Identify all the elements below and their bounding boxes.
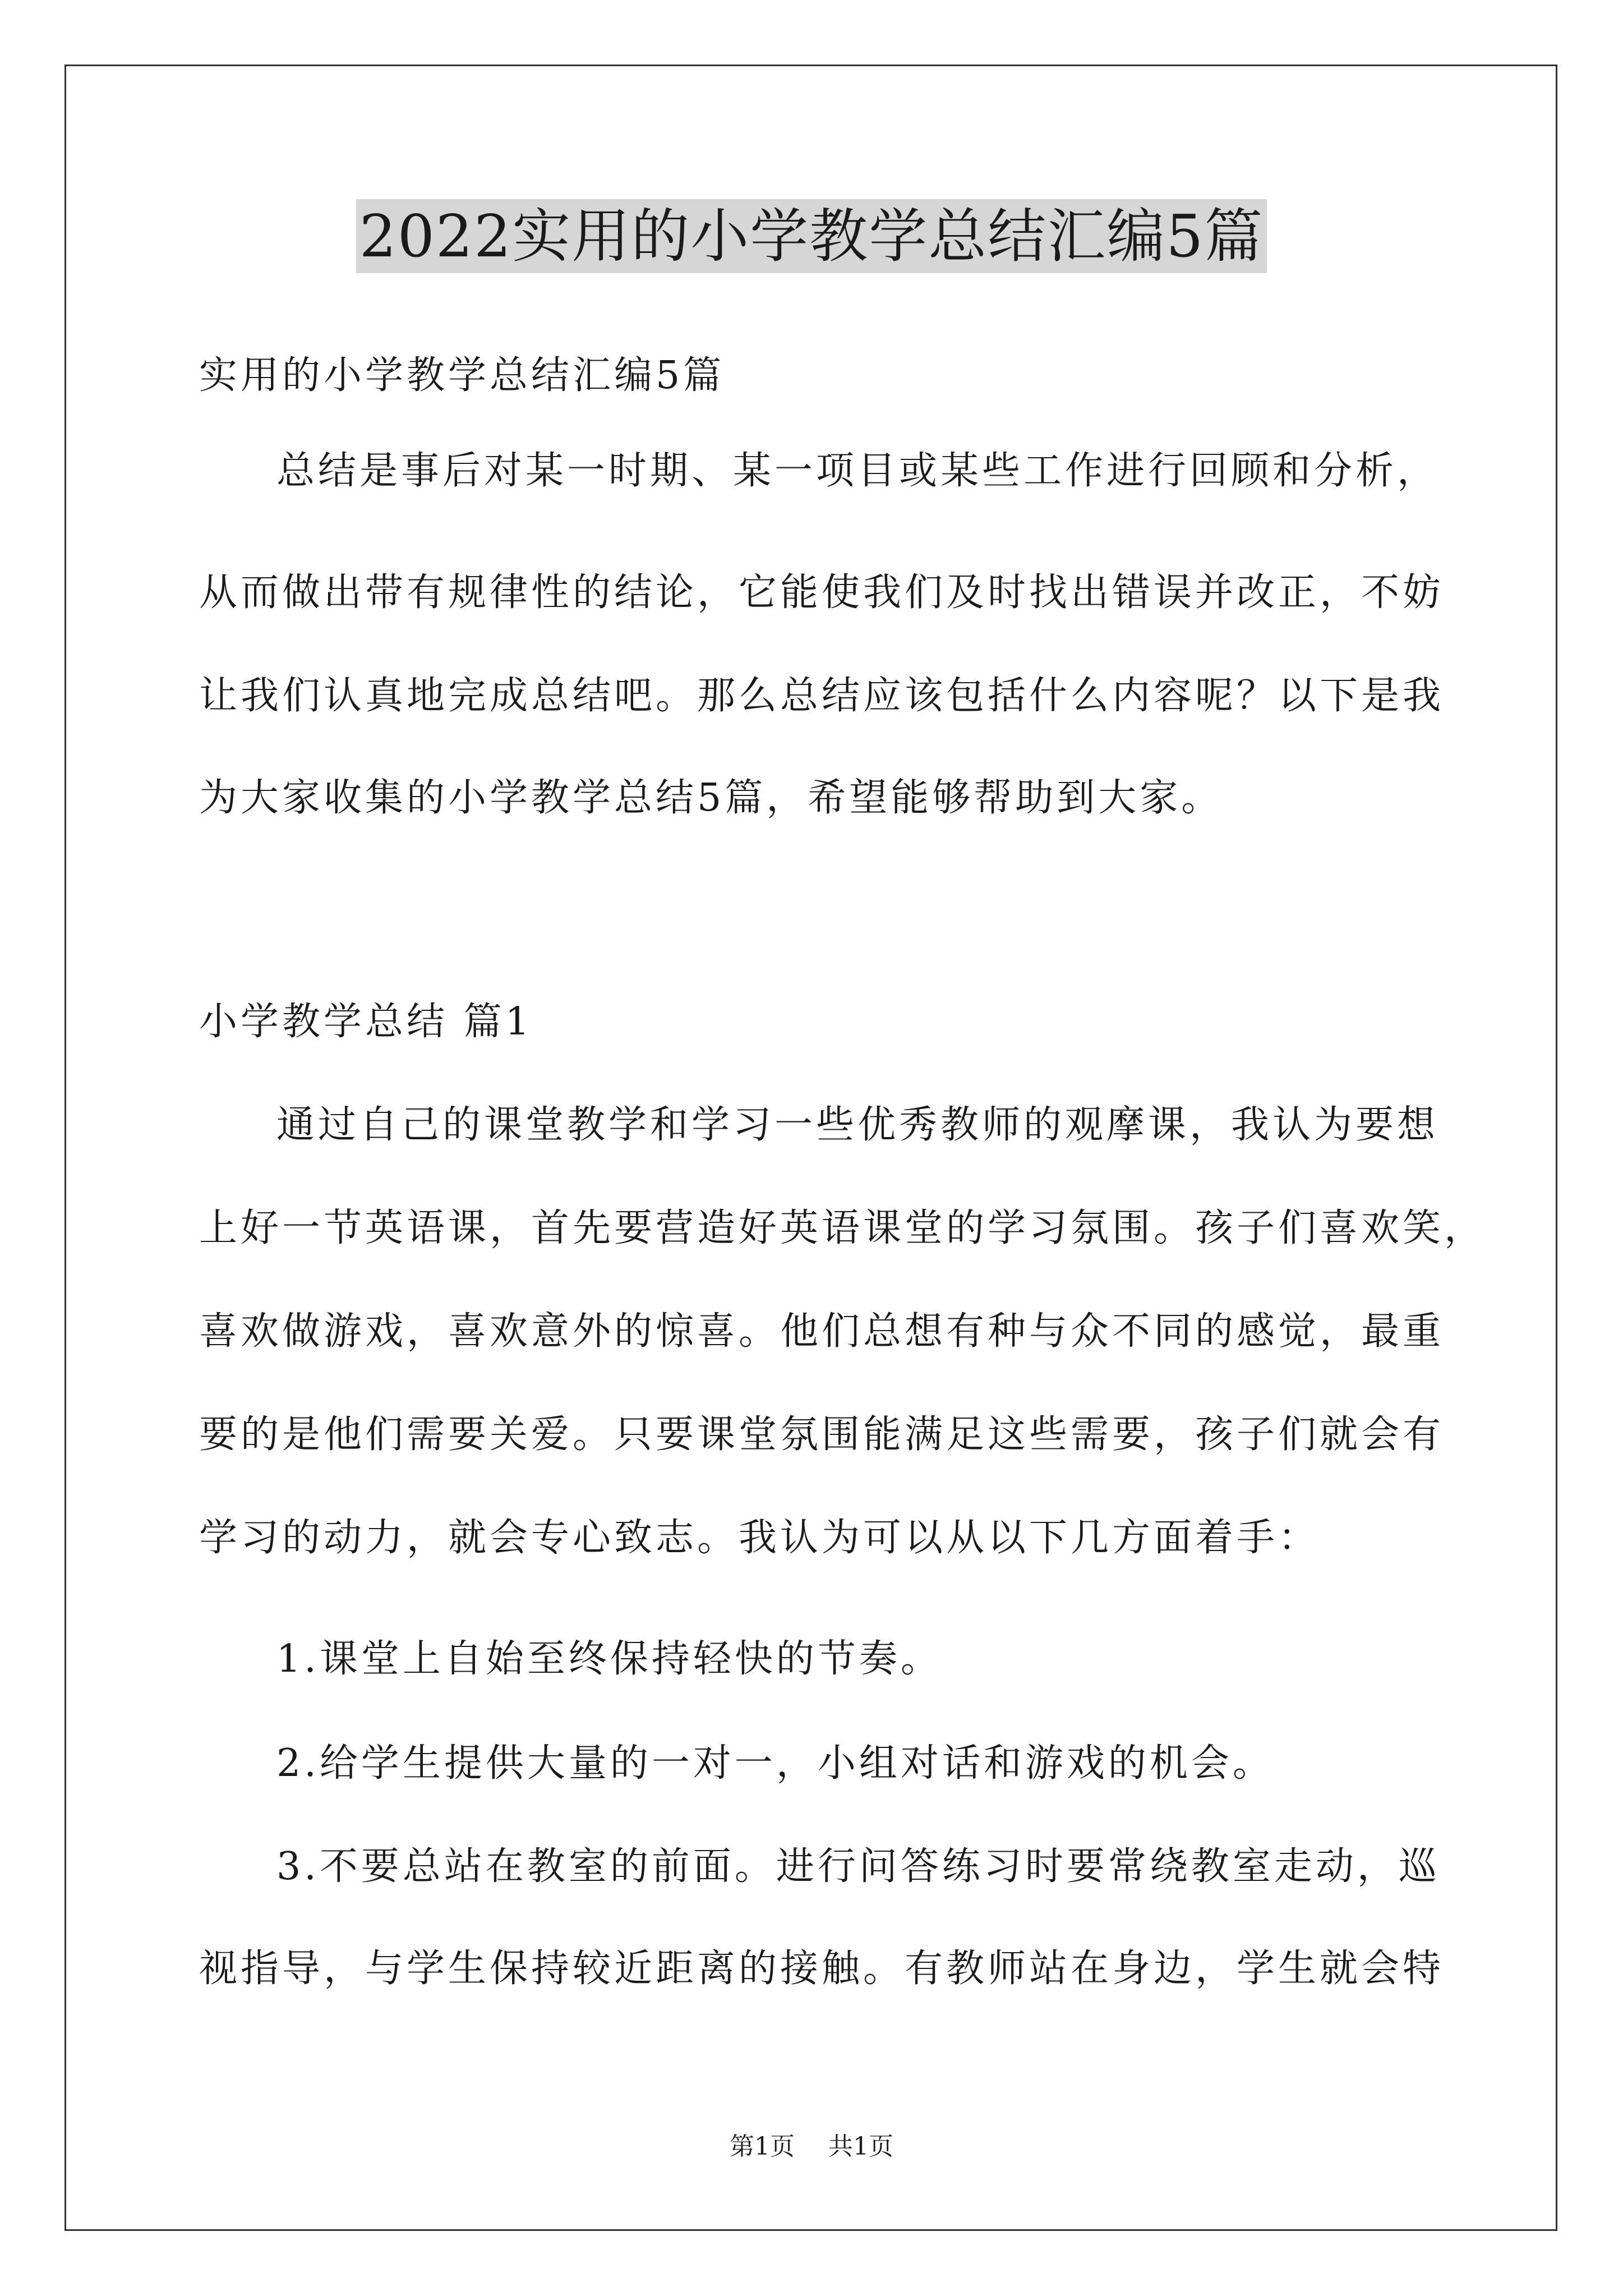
section-line-3: 喜欢做游戏，喜欢意外的惊喜。他们总想有种与众不同的感觉，最重 [199,1309,1445,1354]
document-title-text: 2022实用的小学教学总结汇编5篇 [356,199,1267,273]
section-heading: 小学教学总结 篇1 [199,1000,533,1044]
list-item-1: 1.课堂上自始至终保持轻快的节奏。 [276,1637,942,1681]
page-footer [0,2134,1623,2159]
intro-line-4: 为大家收集的小学教学总结5篇，希望能够帮助到大家。 [199,776,1223,820]
document-title [0,199,1623,273]
section-line-5: 学习的动力，就会专心致志。我认为可以从以下几方面着手： [199,1516,1320,1560]
intro-line-1: 总结是事后对某一时期、某一项目或某些工作进行回顾和分析， [276,449,1439,493]
page-total-label: 共1页 [828,2132,893,2161]
list-item-3-continued: 视指导，与学生保持较近距离的接触。有教师站在身边，学生就会特 [199,1947,1445,1991]
list-item-3: 3.不要总站在教室的前面。进行问答练习时要常绕教室走动，巡 [276,1844,1440,1889]
section-line-1: 通过自己的课堂教学和学习一些优秀教师的观摩课，我认为要想 [276,1103,1439,1147]
document-subtitle: 实用的小学教学总结汇编5篇 [199,353,725,398]
list-item-2: 2.给学生提供大量的一对一，小组对话和游戏的机会。 [276,1741,1274,1786]
page-number-label: 第1页 [730,2132,795,2161]
section-line-2: 上好一节英语课，首先要营造好英语课堂的学习氛围。孩子们喜欢笑， [199,1206,1486,1250]
intro-line-2: 从而做出带有规律性的结论，它能使我们及时找出错误并改正，不妨 [199,570,1445,615]
intro-line-3: 让我们认真地完成总结吧。那么总结应该包括什么内容呢？以下是我 [199,674,1445,718]
section-line-4: 要的是他们需要关爱。只要课堂氛围能满足这些需要，孩子们就会有 [199,1412,1445,1457]
